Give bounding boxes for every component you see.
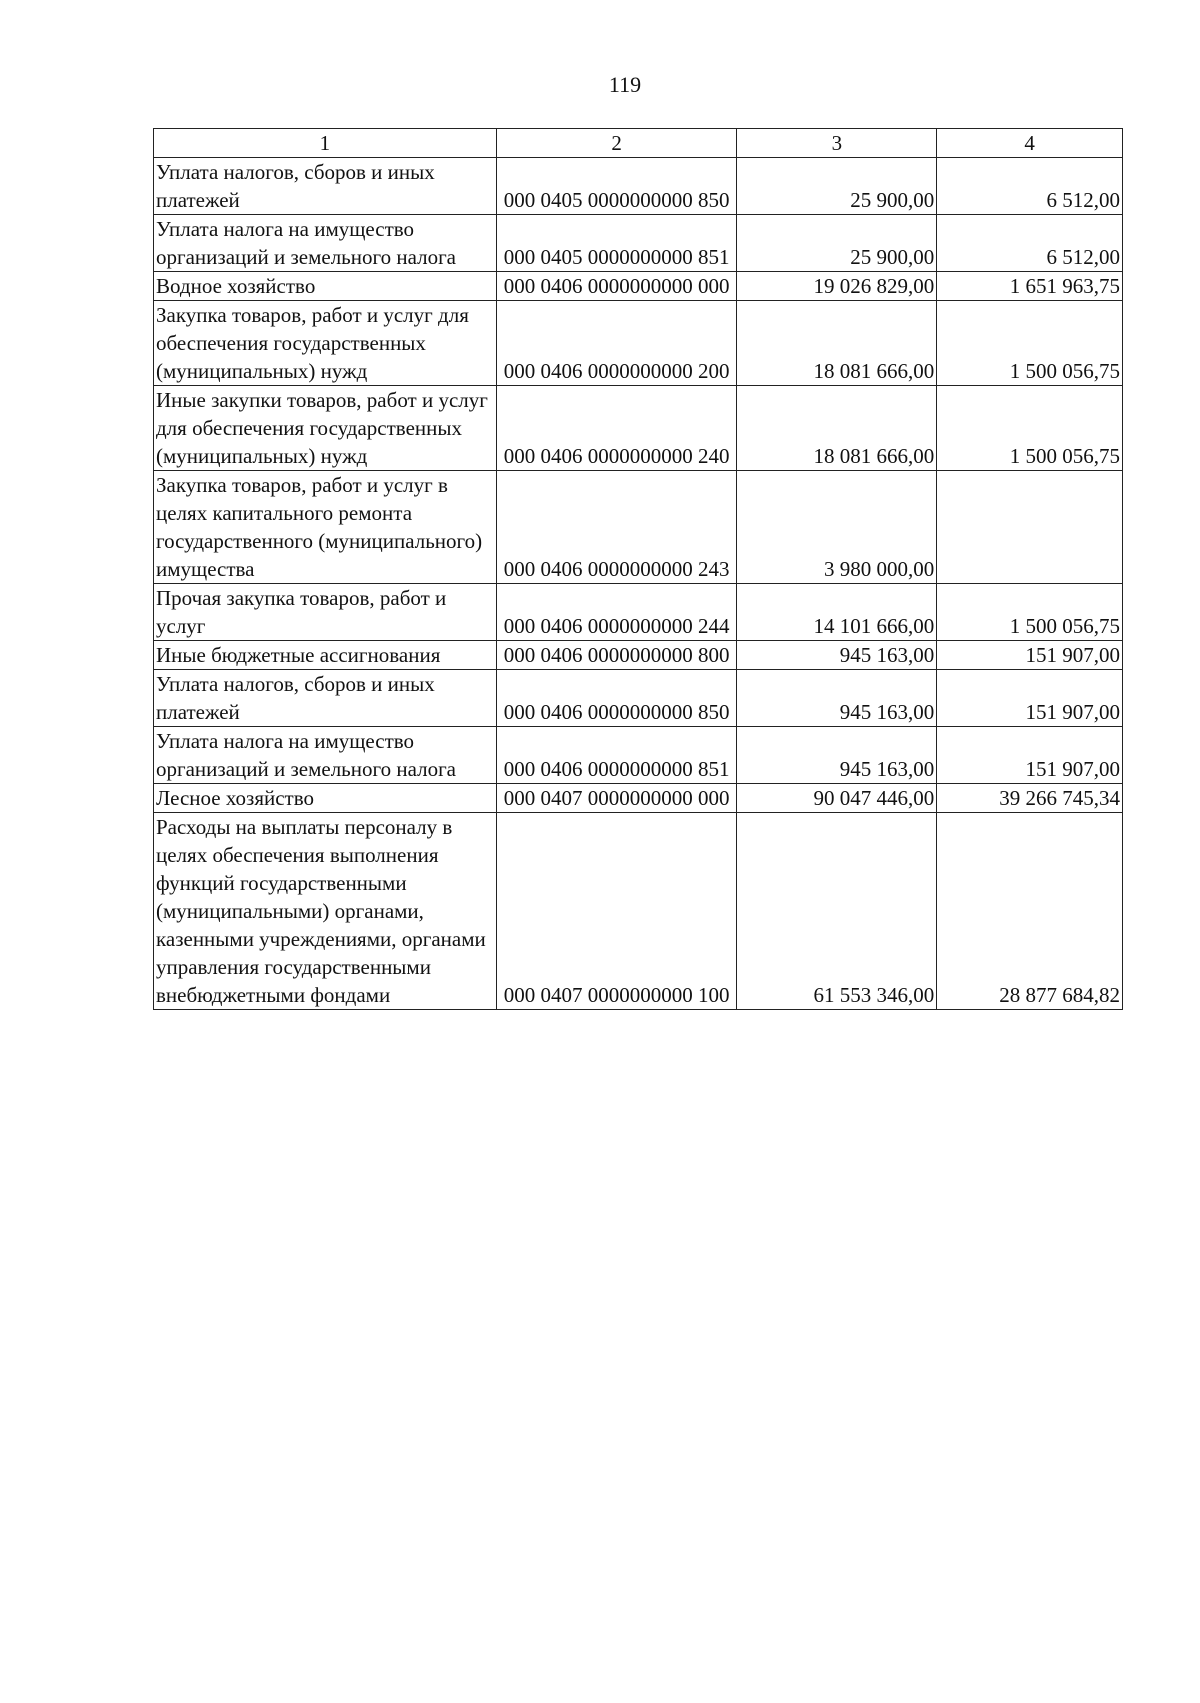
table-row	[154, 471, 1123, 584]
row-col3: 945 163,00	[737, 727, 937, 784]
row-name: Лесное хозяйство	[154, 784, 497, 813]
header-col-3: 3	[737, 129, 937, 158]
row-col3: 19 026 829,00	[737, 272, 937, 301]
row-col4: 1 500 056,75	[937, 386, 1123, 471]
row-code: 000 0407 0000000000 000	[496, 784, 737, 813]
row-name: Иные закупки товаров, работ и услуг для обеспечения государственных (муниципальных) нужд	[154, 386, 497, 471]
row-name: Закупка товаров, работ и услуг в целях капитального ремонта государственного (муниципального) имущества	[154, 471, 497, 584]
header-row	[154, 129, 1123, 158]
table-row	[154, 584, 1123, 641]
row-col3: 3 980 000,00	[737, 471, 937, 584]
row-col4: 28 877 684,82	[937, 813, 1123, 1010]
row-code: 000 0406 0000000000 800	[496, 641, 737, 670]
row-name: Водное хозяйство	[154, 272, 497, 301]
row-col3: 25 900,00	[737, 215, 937, 272]
header-col-2: 2	[496, 129, 737, 158]
row-col3: 18 081 666,00	[737, 386, 937, 471]
row-col4: 1 500 056,75	[937, 301, 1123, 386]
row-code: 000 0406 0000000000 000	[496, 272, 737, 301]
row-code: 000 0407 0000000000 100	[496, 813, 737, 1010]
row-code: 000 0406 0000000000 243	[496, 471, 737, 584]
row-name: Уплата налогов, сборов и иных платежей	[154, 158, 497, 215]
row-col4: 151 907,00	[937, 727, 1123, 784]
row-col3: 90 047 446,00	[737, 784, 937, 813]
row-code: 000 0406 0000000000 240	[496, 386, 737, 471]
header-col-4: 4	[937, 129, 1123, 158]
table-row	[154, 641, 1123, 670]
row-col3: 18 081 666,00	[737, 301, 937, 386]
row-col3: 61 553 346,00	[737, 813, 937, 1010]
row-name: Иные бюджетные ассигнования	[154, 641, 497, 670]
table-row	[154, 727, 1123, 784]
row-col4: 1 500 056,75	[937, 584, 1123, 641]
table-row	[154, 301, 1123, 386]
row-name: Закупка товаров, работ и услуг для обеспечения государственных (муниципальных) нужд	[154, 301, 497, 386]
table-row	[154, 670, 1123, 727]
row-col3: 945 163,00	[737, 641, 937, 670]
row-name: Прочая закупка товаров, работ и услуг	[154, 584, 497, 641]
row-col4: 151 907,00	[937, 641, 1123, 670]
row-name: Уплата налогов, сборов и иных платежей	[154, 670, 497, 727]
row-code: 000 0406 0000000000 850	[496, 670, 737, 727]
row-col3: 14 101 666,00	[737, 584, 937, 641]
row-col3: 25 900,00	[737, 158, 937, 215]
row-name: Уплата налога на имущество организаций и земельного налога	[154, 727, 497, 784]
header-col-1: 1	[154, 129, 497, 158]
row-col4: 151 907,00	[937, 670, 1123, 727]
row-code: 000 0406 0000000000 200	[496, 301, 737, 386]
row-col4: 6 512,00	[937, 158, 1123, 215]
table-row	[154, 158, 1123, 215]
row-col3: 945 163,00	[737, 670, 937, 727]
row-code: 000 0406 0000000000 244	[496, 584, 737, 641]
table-row	[154, 813, 1123, 1010]
row-code: 000 0405 0000000000 851	[496, 215, 737, 272]
row-col4: 1 651 963,75	[937, 272, 1123, 301]
row-col4: 39 266 745,34	[937, 784, 1123, 813]
row-code: 000 0405 0000000000 850	[496, 158, 737, 215]
page-number: 119	[608, 72, 642, 97]
table-row	[154, 386, 1123, 471]
row-name: Уплата налога на имущество организаций и земельного налога	[154, 215, 497, 272]
budget-table	[153, 128, 1123, 1010]
row-col4: 6 512,00	[937, 215, 1123, 272]
table-row	[154, 215, 1123, 272]
row-col4	[937, 471, 1123, 584]
table-row	[154, 272, 1123, 301]
table-row	[154, 784, 1123, 813]
row-code: 000 0406 0000000000 851	[496, 727, 737, 784]
row-name: Расходы на выплаты персоналу в целях обеспечения выполнения функций государственными (муниципальными) органами, казенными учреждениями, органами управления государственными внебюджетными фондами	[154, 813, 497, 1010]
